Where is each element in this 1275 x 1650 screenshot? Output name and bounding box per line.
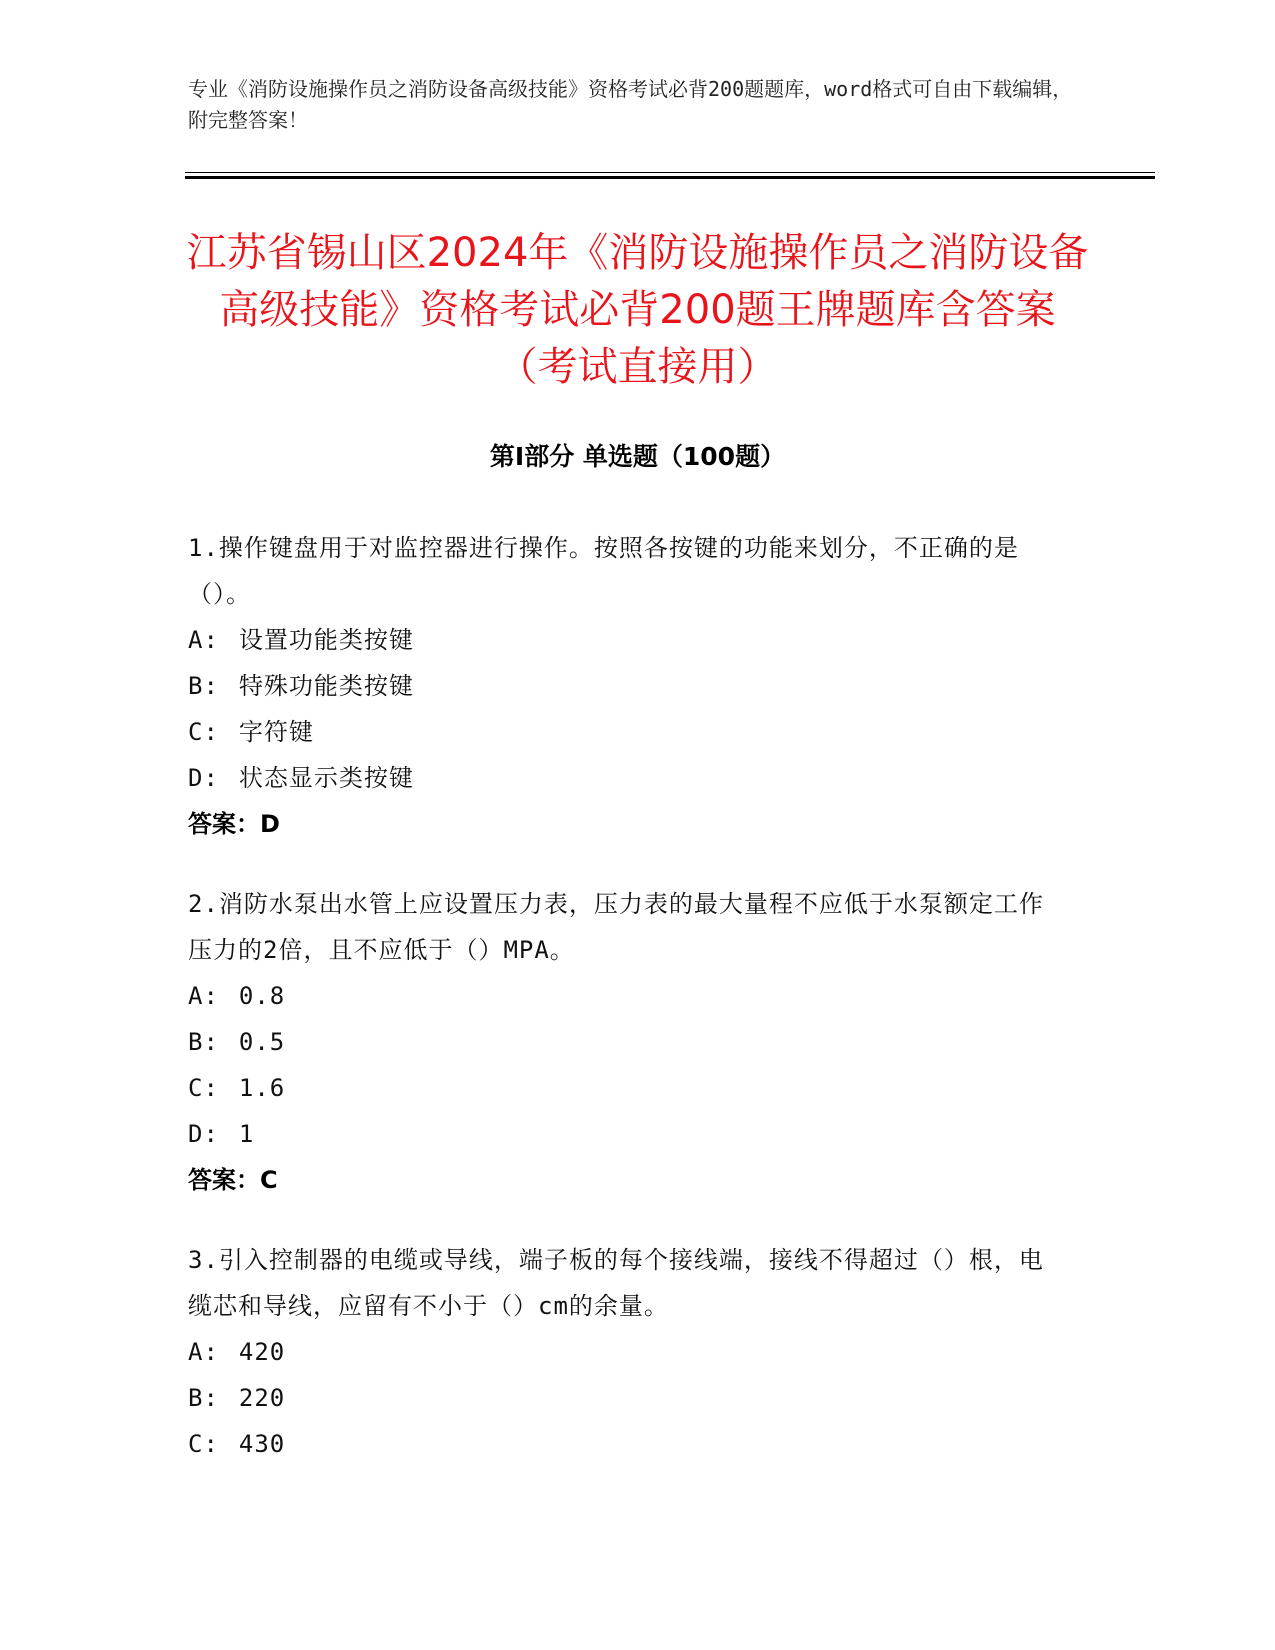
option-letter: C: xyxy=(188,1430,219,1458)
option-b xyxy=(188,1019,1068,1065)
answer: 答案：D xyxy=(188,810,280,838)
option-text: 0.5 xyxy=(238,1028,286,1056)
option-c xyxy=(188,1421,1068,1467)
option-b xyxy=(188,663,1068,709)
header-divider-thick xyxy=(185,176,1155,179)
header-divider-thin xyxy=(185,172,1155,173)
option-a xyxy=(188,1329,1068,1375)
option-b xyxy=(188,1375,1068,1421)
option-a xyxy=(188,973,1068,1019)
option-c xyxy=(188,1065,1068,1111)
question-1 xyxy=(188,525,1068,847)
question-stem: 2.消防水泵出水管上应设置压力表，压力表的最大量程不应低于水泵额定工作压力的2倍，且不应低于（）MPA。 xyxy=(188,890,1044,964)
option-letter: C: xyxy=(188,718,219,746)
question-3 xyxy=(188,1237,1068,1467)
option-text: 设置功能类按键 xyxy=(238,626,414,654)
option-letter: B: xyxy=(188,672,219,700)
option-text: 1 xyxy=(238,1120,255,1148)
option-text: 1.6 xyxy=(238,1074,286,1102)
option-a xyxy=(188,617,1068,663)
option-d xyxy=(188,755,1068,801)
header-note: 专业《消防设施操作员之消防设备高级技能》资格考试必背200题题库，word格式可自由下载编辑，附完整答案！ xyxy=(188,77,1073,132)
option-text: 字符键 xyxy=(238,718,314,746)
option-letter: A: xyxy=(188,1338,219,1366)
question-stem: 1.操作键盘用于对监控器进行操作。按照各按键的功能来划分，不正确的是（）。 xyxy=(188,534,1019,608)
answer: 答案：C xyxy=(188,1166,278,1194)
option-letter: A: xyxy=(188,626,219,654)
question-stem: 3.引入控制器的电缆或导线，端子板的每个接线端，接线不得超过（）根，电缆芯和导线，应留有不小于（）cm的余量。 xyxy=(188,1246,1044,1320)
question-2 xyxy=(188,881,1068,1203)
option-text: 0.8 xyxy=(238,982,286,1010)
option-letter: D: xyxy=(188,1120,219,1148)
option-c xyxy=(188,709,1068,755)
option-d xyxy=(188,1111,1068,1157)
option-letter: A: xyxy=(188,982,219,1010)
option-letter: D: xyxy=(188,764,219,792)
option-letter: C: xyxy=(188,1074,219,1102)
option-text: 特殊功能类按键 xyxy=(238,672,414,700)
document-title: 江苏省锡山区2024年《消防设施操作员之消防设备高级技能》资格考试必背200题王牌题库含答案（考试直接用） xyxy=(186,230,1089,390)
section-title: 第Ⅰ部分 单选题（100题） xyxy=(489,442,786,471)
option-text: 420 xyxy=(238,1338,286,1366)
option-letter: B: xyxy=(188,1384,219,1412)
question-list xyxy=(188,525,1068,1501)
option-text: 状态显示类按键 xyxy=(238,764,414,792)
option-text: 220 xyxy=(238,1384,286,1412)
option-letter: B: xyxy=(188,1028,219,1056)
option-text: 430 xyxy=(238,1430,286,1458)
